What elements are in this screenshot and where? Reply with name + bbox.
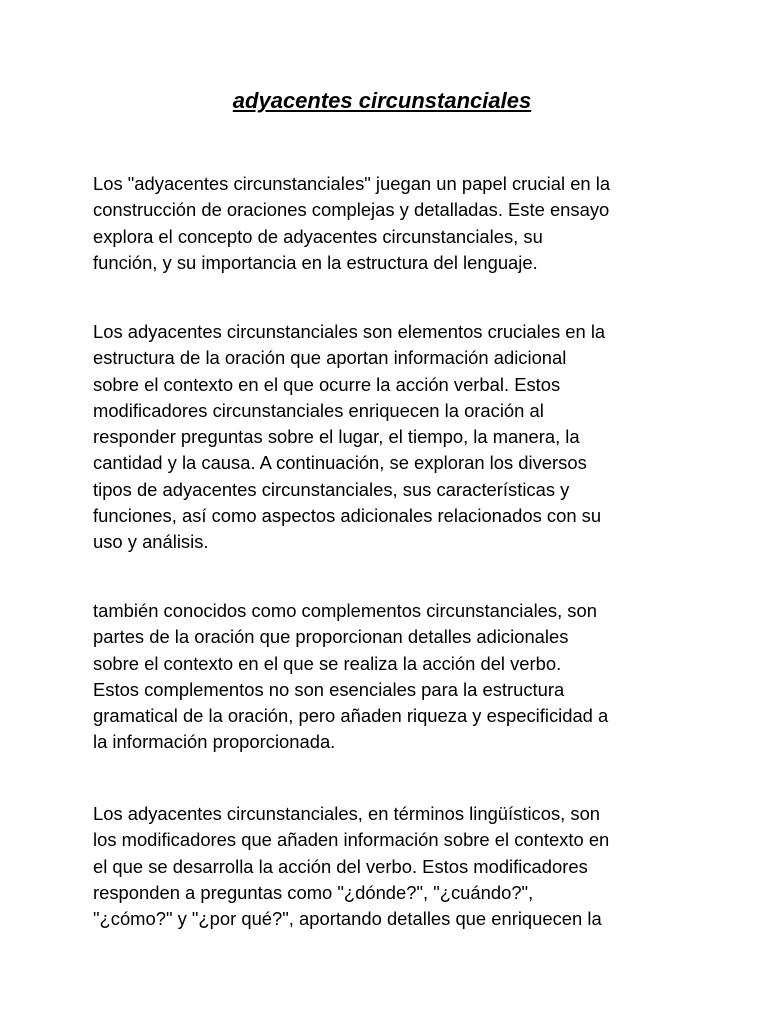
- document-title: adyacentes circunstanciales: [232, 88, 532, 113]
- paragraph-complementos: también conocidos como complementos circunstanciales, son partes de la oración que proporcionan detalles adicionales sobre el contexto en el que se realiza la acción del verbo. Estos complementos no son esenciales para la estructura gramatical de la oración, pero añaden riqueza y especificidad a la información proporcionada.: [93, 600, 609, 753]
- paragraph-introduction: Los "adyacentes circunstanciales" juegan un papel crucial en la construcción de oraciones complejas y detalladas. Este ensayo explora el concepto de adyacentes circunstanciales, su función, y su importancia en la estructura del lenguaje.: [93, 173, 611, 273]
- paragraph-linguistic-terms: Los adyacentes circunstanciales, en términos lingüísticos, son los modificadores que añaden información sobre el contexto en el que se desarrolla la acción del verbo. Estos modificadores responden a preguntas como "¿dónde?", "¿cuándo?", "¿cómo?" y "¿por qué?", aportando detalles que enriquecen la: [93, 803, 610, 930]
- paragraph-definition: Los adyacentes circunstanciales son elementos cruciales en la estructura de la oración que aportan información adicional sobre el contexto en el que ocurre la acción verbal. Estos modificadores circunstanciales enriquecen la oración al responder preguntas sobre el lugar, el tiempo, la manera, la cantidad y la causa. A continuación, se exploran los diversos tipos de adyacentes circunstanciales, sus características y funciones, así como aspectos adicionales relacionados con su uso y análisis.: [93, 321, 606, 553]
